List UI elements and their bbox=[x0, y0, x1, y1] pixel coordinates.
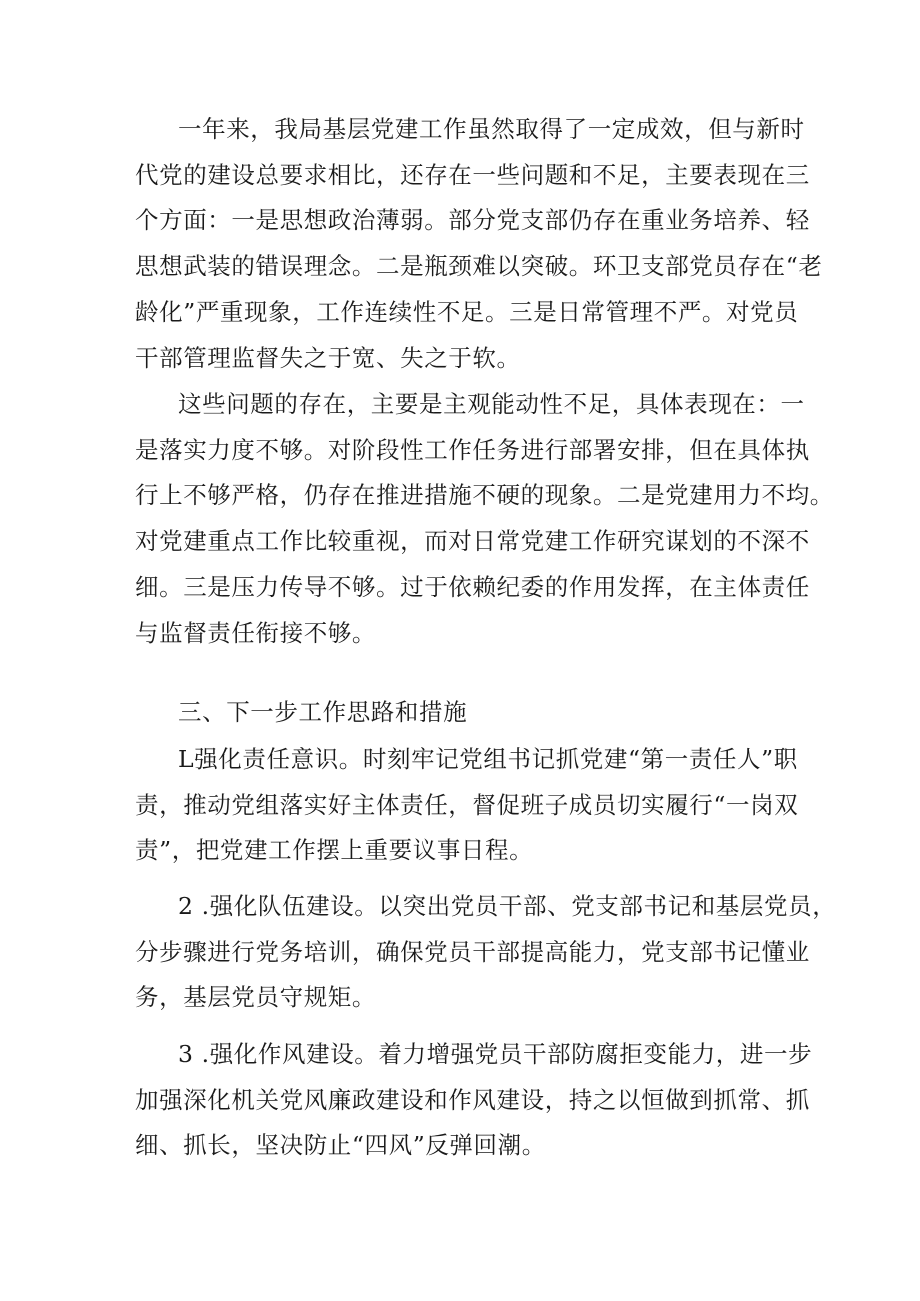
text-line: 龄化”严重现象，工作连续性不足。三是日常管理不严。对党员 bbox=[135, 297, 799, 326]
text-line: 责，推动党组落实好主体责任，督促班子成员切实履行“一岗双 bbox=[135, 790, 799, 819]
paragraph-measure-3 bbox=[135, 1032, 813, 1169]
text-line: 细。三是压力传导不够。过于依赖纪委的作用发挥，在主体责任 bbox=[135, 572, 810, 601]
text-line: 2 .强化队伍建设。以突出党员干部、党支部书记和基层党员， bbox=[178, 892, 837, 920]
text-line: 3 .强化作风建设。着力增强党员干部防腐拒变能力，进一步 bbox=[178, 1040, 813, 1068]
text-line: 代党的建设总要求相比，还存在一些问题和不足，主要表现在三 bbox=[135, 160, 810, 189]
paragraph-measure-1 bbox=[135, 737, 799, 874]
section-heading: 三、下一步工作思路和措施 bbox=[178, 698, 468, 726]
paragraph-shortcomings bbox=[135, 107, 823, 381]
paragraph-causes bbox=[135, 382, 834, 656]
text-line: 一年来，我局基层党建工作虽然取得了一定成效，但与新时 bbox=[178, 115, 805, 143]
text-line: 加强深化机关党风廉政建设和作风建设，持之以恒做到抓常、抓 bbox=[135, 1085, 810, 1114]
text-line: 与监督责任衔接不够。 bbox=[135, 618, 376, 647]
text-line: 务，基层党员守规矩。 bbox=[135, 983, 376, 1012]
text-line: 对党建重点工作比较重视，而对日常党建工作研究谋划的不深不 bbox=[135, 527, 810, 556]
text-line: 个方面：一是思想政治薄弱。部分党支部仍存在重业务培养、轻 bbox=[135, 206, 810, 235]
text-line: 分步骤进行党务培训，确保党员干部提高能力，党支部书记懂业 bbox=[135, 937, 810, 966]
text-line: 干部管理监督失之于宽、失之于软。 bbox=[135, 343, 521, 372]
text-line: 是落实力度不够。对阶段性工作任务进行部署安排，但在具体执 bbox=[135, 435, 810, 464]
text-line: 这些问题的存在，主要是主观能动性不足，具体表现在：一 bbox=[178, 390, 805, 418]
text-line: 行上不够严格，仍存在推进措施不硬的现象。二是党建用力不均。 bbox=[135, 481, 834, 510]
text-line: L强化责任意识。时刻牢记党组书记抓党建“第一责任人”职 bbox=[178, 745, 798, 773]
text-line: 责”，把党建工作摆上重要议事日程。 bbox=[135, 836, 534, 865]
text-line: 细、抓长，坚决防止“四风”反弹回潮。 bbox=[135, 1131, 546, 1160]
paragraph-measure-2 bbox=[135, 884, 837, 1021]
text-line: 思想武装的错误理念。二是瓶颈难以突破。环卫支部党员存在“老 bbox=[135, 252, 823, 281]
